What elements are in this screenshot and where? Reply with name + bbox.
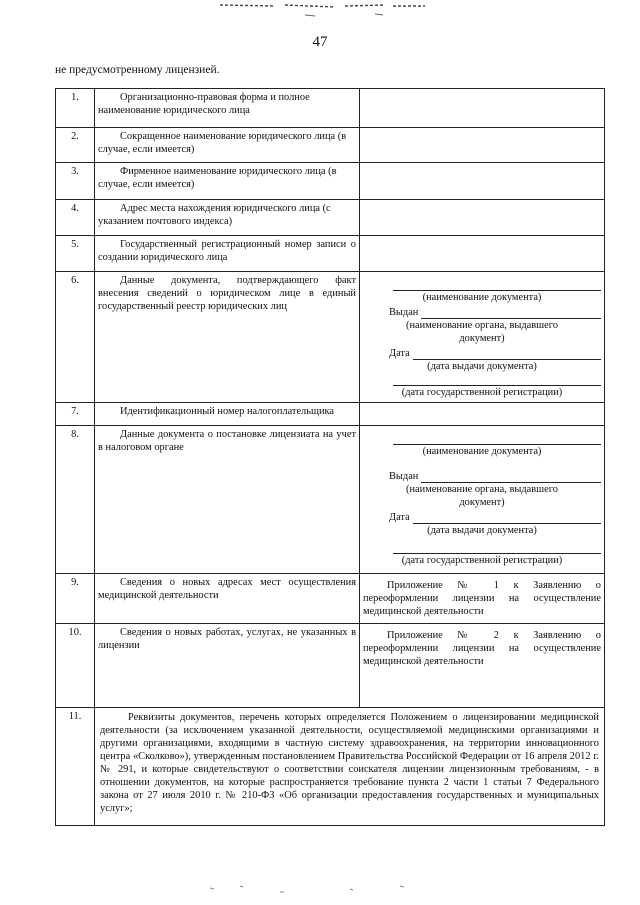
- appendix-2-reference: Приложение № 2 к Заявлению о переоформлении лицензии на осуществление медицинской деятельности: [360, 624, 605, 708]
- issued-label: Выдан: [389, 471, 419, 482]
- row-number: 11.: [56, 708, 95, 826]
- row-number: 6.: [56, 272, 95, 403]
- row-description: Данные документа о постановке лицензиата на учет в налоговом органе: [95, 426, 360, 574]
- date-label: Дата: [389, 348, 410, 359]
- table-row: [56, 624, 605, 708]
- doc-name-caption: (наименование документа): [422, 292, 542, 303]
- row-number: 2.: [56, 128, 95, 163]
- row-number: 8.: [56, 426, 95, 574]
- table-row: [56, 89, 605, 128]
- row-value-field[interactable]: [360, 200, 605, 236]
- issue-date-caption: (дата выдачи документа): [427, 361, 537, 372]
- doc-name-line[interactable]: [393, 278, 601, 291]
- row-description: Организационно-правовая форма и полное наименование юридического лица: [95, 89, 360, 128]
- doc-name-caption: (наименование документа): [422, 446, 542, 457]
- tax-document-fields: [360, 426, 605, 574]
- reg-date-line[interactable]: [393, 373, 601, 386]
- table-row: [56, 708, 605, 826]
- registry-document-fields: [360, 272, 605, 403]
- issuer-caption: (наименование органа, выдавшего документ): [406, 484, 558, 508]
- date-label: Дата: [389, 512, 410, 523]
- table-row: [56, 426, 605, 574]
- row-number: 7.: [56, 403, 95, 426]
- row-description-wide: Реквизиты документов, перечень которых определяется Положением о лицензировании медицинской деятельности (за исключением указанной деятельности, осуществляемой медицинскими организациями и другими организациями, входящими в частную систему здравоохранения, на территории инновационного центра «Сколково»), утвержденным постановлением Правительства Российской Федерации от 16 апреля 2012 г. № 291, и которые свидетельствуют о соответствии соискателя лицензии лицензионным требованиям, - в отношении документов, на которые распространяется требование пункта 2 части 1 статьи 7 Федерального закона от 27 июля 2010 г. № 210-ФЗ «Об организации предоставления государственных и муниципальных услуг»;: [95, 708, 605, 826]
- row-description: Сведения о новых работах, услугах, не указанных в лицензии: [95, 624, 360, 708]
- issuer-caption: (наименование органа, выдавшего документ): [406, 320, 558, 344]
- intro-text: не предусмотренному лицензией.: [55, 64, 220, 76]
- scan-artifact-top: [215, 2, 445, 18]
- issued-label: Выдан: [389, 307, 419, 318]
- row-number: 1.: [56, 89, 95, 128]
- table-row: [56, 163, 605, 200]
- row-description: Сокращенное наименование юридического лица (в случае, если имеется): [95, 128, 360, 163]
- row-number: 10.: [56, 624, 95, 708]
- license-form-table: [55, 88, 605, 826]
- row-description: Государственный регистрационный номер записи о создании юридического лица: [95, 236, 360, 272]
- row-number: 9.: [56, 574, 95, 624]
- row-description: Фирменное наименование юридического лица (в случае, если имеется): [95, 163, 360, 200]
- reg-date-caption: (дата государственной регистрации): [401, 387, 563, 398]
- row-description: Адрес места нахождения юридического лица (с указанием почтового индекса): [95, 200, 360, 236]
- scan-artifact-bottom: [200, 880, 440, 898]
- appendix-1-reference: Приложение № 1 к Заявлению о переоформлении лицензии на осуществление медицинской деятельности: [360, 574, 605, 624]
- table-row: [56, 403, 605, 426]
- doc-name-line[interactable]: [393, 432, 601, 445]
- row-value-field[interactable]: [360, 403, 605, 426]
- date-line[interactable]: [413, 348, 601, 360]
- table-row: [56, 200, 605, 236]
- row-number: 3.: [56, 163, 95, 200]
- table-row: [56, 272, 605, 403]
- row-number: 4.: [56, 200, 95, 236]
- issued-line[interactable]: [421, 471, 601, 483]
- table-row: [56, 236, 605, 272]
- reg-date-caption: (дата государственной регистрации): [401, 555, 563, 566]
- row-value-field[interactable]: [360, 89, 605, 128]
- row-description: Сведения о новых адресах мест осуществления медицинской деятельности: [95, 574, 360, 624]
- row-number: 5.: [56, 236, 95, 272]
- row-description: Идентификационный номер налогоплательщика: [95, 403, 360, 426]
- row-description: Данные документа, подтверждающего факт внесения сведений о юридическом лице в единый государственный реестр юридических лиц: [95, 272, 360, 403]
- row-value-field[interactable]: [360, 236, 605, 272]
- reg-date-line[interactable]: [393, 541, 601, 554]
- issued-line[interactable]: [421, 307, 601, 319]
- table-row: [56, 574, 605, 624]
- date-line[interactable]: [413, 512, 601, 524]
- issue-date-caption: (дата выдачи документа): [427, 525, 537, 536]
- page-number: 47: [312, 34, 328, 50]
- table-row: [56, 128, 605, 163]
- row-value-field[interactable]: [360, 163, 605, 200]
- row-value-field[interactable]: [360, 128, 605, 163]
